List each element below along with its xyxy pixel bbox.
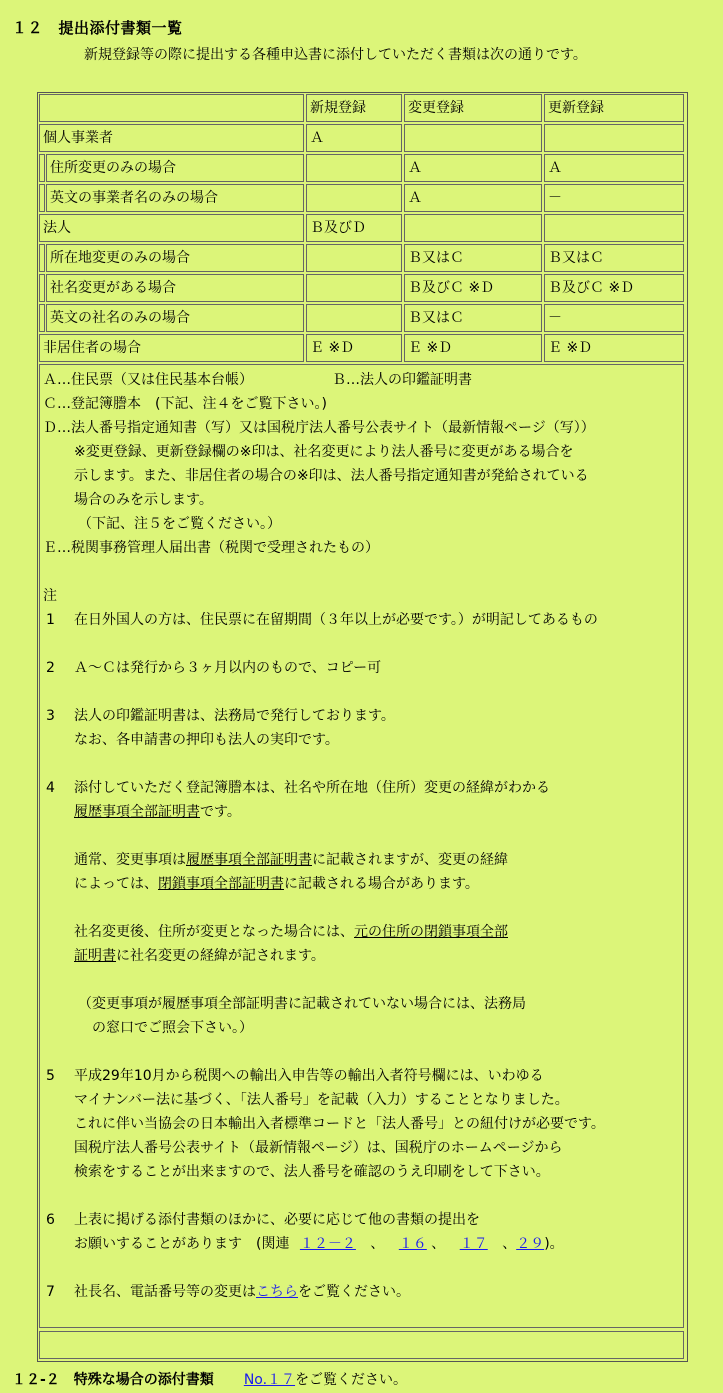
note-6-line-1: 上表に掲げる添付書類のほかに、必要に応じて他の書類の提出を	[74, 1212, 480, 1228]
separator: 、	[431, 1236, 446, 1252]
legend-d-note: 場合のみを示します。	[74, 492, 213, 508]
indent-marker	[39, 244, 45, 272]
legend-d-note: （下記、注５をご覧ください。）	[78, 516, 281, 532]
notes-section	[39, 364, 684, 1328]
text: 通常、変更事項は	[74, 852, 186, 868]
underlined-term: 元の住所の閉鎖事項全部	[354, 924, 508, 940]
section-12-2-heading	[12, 1369, 407, 1389]
note-number: 4	[46, 780, 55, 796]
cell-renew: Ｂ及びＣ ※Ｄ	[544, 274, 684, 302]
note-number: 5	[46, 1068, 55, 1084]
note-4-para-4-line-1: （変更事項が履歴事項全部証明書に記載されていない場合には、法務局	[78, 996, 526, 1012]
text: に記載されますが、変更の経緯	[312, 852, 508, 868]
link-29[interactable]: ２９	[516, 1236, 545, 1252]
text: に社名変更の経緯が記されます。	[116, 948, 325, 964]
underlined-term: 履歴事項全部証明書	[186, 852, 312, 868]
change-info-link[interactable]: こちら	[256, 1284, 298, 1300]
text: です。	[200, 804, 241, 820]
note-3-line-1: 法人の印鑑証明書は、法務局で発行しております。	[74, 708, 395, 724]
text: をご覧ください。	[298, 1284, 410, 1300]
note-number: 3	[46, 708, 55, 724]
text: 社長名、電話番号等の変更は	[74, 1284, 256, 1300]
note-5-line-2: マイナンバー法に基づく、「法人番号」を記載（入力）することとなりました。	[74, 1092, 569, 1108]
cell-renew: －	[544, 184, 684, 212]
cell-change	[404, 124, 542, 152]
cell-change: Ａ	[404, 184, 542, 212]
cell-change: Ｅ ※Ｄ	[404, 334, 542, 362]
indent-marker	[39, 274, 45, 302]
note-4-para-4-line-2: の窓口でご照会下さい。）	[92, 1020, 253, 1036]
row-label: 個人事業者	[39, 124, 304, 152]
note-4-para-3-line-1	[74, 922, 508, 942]
text: )。	[544, 1236, 564, 1252]
row-label: 英文の社名のみの場合	[46, 304, 304, 332]
table-header-change: 変更登録	[404, 94, 542, 122]
underlined-term: 閉鎖事項全部証明書	[158, 876, 284, 892]
cell-change: Ａ	[404, 154, 542, 182]
note-number: 1	[46, 612, 55, 628]
note-4-para-2-line-2	[74, 874, 479, 894]
indent-marker	[39, 304, 45, 332]
note-5-line-3: これに伴い当協会の日本輸出入者標準コードと「法人番号」との紐付けが必要です。	[74, 1116, 605, 1132]
table-footer-row	[39, 1331, 684, 1359]
cell-renew: －	[544, 304, 684, 332]
page-title: １２ 提出添付書類一覧	[12, 19, 183, 37]
cell-renew: Ｂ又はＣ	[544, 244, 684, 272]
note-4-para-2-line-1	[74, 850, 508, 870]
note-1: 在日外国人の方は、住民票に在留期間（３年以上が必要です。）が明記してあるもの	[74, 612, 598, 628]
text: お願いすることがあります (関連	[74, 1236, 290, 1252]
cell-new	[306, 184, 402, 212]
legend-c: Ｃ…登記簿謄本 (下記、注４をご覧下さい。)	[43, 396, 327, 412]
indent-marker	[39, 184, 45, 212]
cell-new: Ｅ ※Ｄ	[306, 334, 402, 362]
note-number: 2	[46, 660, 55, 676]
cell-new	[306, 304, 402, 332]
cell-new: Ｂ及びＤ	[306, 214, 402, 242]
cell-change: Ｂ又はＣ	[404, 244, 542, 272]
link-12-2[interactable]: １２－２	[299, 1236, 356, 1252]
cell-renew	[544, 124, 684, 152]
link-no-17[interactable]: No.１７	[243, 1372, 296, 1388]
cell-renew: Ｅ ※Ｄ	[544, 334, 684, 362]
notes-heading: 注	[43, 588, 57, 604]
cell-new	[306, 154, 402, 182]
legend-a: Ａ…住民票（又は住民基本台帳）	[43, 372, 253, 388]
separator: 、	[502, 1236, 517, 1252]
note-4-line-1: 添付していただく登記簿謄本は、社名や所在地（住所）変更の経緯がわかる	[74, 780, 550, 796]
link-17[interactable]: １７	[459, 1236, 488, 1252]
text: 社名変更後、住所が変更となった場合には、	[74, 924, 354, 940]
note-2: Ａ～Ｃは発行から３ヶ月以内のもので、コピー可	[74, 660, 382, 676]
row-label: 住所変更のみの場合	[46, 154, 304, 182]
cell-new: Ａ	[306, 124, 402, 152]
cell-renew	[544, 214, 684, 242]
text: をご覧ください。	[295, 1372, 408, 1388]
underlined-term: 履歴事項全部証明書	[74, 804, 200, 820]
note-number: 6	[46, 1212, 55, 1228]
row-label: 英文の事業者名のみの場合	[46, 184, 304, 212]
table-header-new: 新規登録	[306, 94, 402, 122]
indent-marker	[39, 154, 45, 182]
separator: 、	[370, 1236, 385, 1252]
cell-change: Ｂ又はＣ	[404, 304, 542, 332]
text: に記載される場合があります。	[284, 876, 479, 892]
table-header-renew: 更新登録	[544, 94, 684, 122]
legend-e: Ｅ…税関事務管理人届出書（税関で受理されたもの）	[43, 540, 379, 556]
legend-d-note: ※変更登録、更新登録欄の※印は、社名変更により法人番号に変更がある場合を	[74, 444, 574, 460]
row-label: 法人	[39, 214, 304, 242]
row-label: 非居住者の場合	[39, 334, 304, 362]
note-6-line-2	[74, 1234, 564, 1254]
row-label: 所在地変更のみの場合	[46, 244, 304, 272]
intro-text: 新規登録等の際に提出する各種申込書に添付していただく書類は次の通りです。	[84, 47, 587, 63]
cell-change: Ｂ及びＣ ※Ｄ	[404, 274, 542, 302]
note-4-para-3-line-2	[74, 946, 325, 966]
section-title: １２-２ 特殊な場合の添付書類	[12, 1372, 214, 1388]
underlined-term: 証明書	[74, 948, 116, 964]
cell-new	[306, 274, 402, 302]
note-5-line-1: 平成29年10月から税関への輸出入申告等の輸出入者符号欄には、いわゆる	[74, 1068, 544, 1084]
cell-renew: Ａ	[544, 154, 684, 182]
note-5-line-5: 検索をすることが出来ますので、法人番号を確認のうえ印刷をして下さい。	[74, 1164, 550, 1180]
note-3-line-2: なお、各申請書の押印も法人の実印です。	[74, 732, 339, 748]
note-4-line-2	[74, 802, 241, 822]
note-5-line-4: 国税庁法人番号公表サイト（最新情報ページ）は、国税庁のホームページから	[74, 1140, 563, 1156]
text: によっては、	[74, 876, 158, 892]
legend-d: Ｄ…法人番号指定通知書（写）又は国税庁法人番号公表サイト（最新情報ページ（写））	[43, 420, 595, 436]
row-label: 社名変更がある場合	[46, 274, 304, 302]
table-header-blank	[39, 94, 304, 122]
note-7	[74, 1282, 410, 1302]
cell-change	[404, 214, 542, 242]
note-number: 7	[46, 1284, 55, 1300]
link-16[interactable]: １６	[398, 1236, 427, 1252]
cell-new	[306, 244, 402, 272]
legend-d-note: 示します。また、非居住者の場合の※印は、法人番号指定通知書が発給されている	[74, 468, 589, 484]
legend-b: Ｂ…法人の印鑑証明書	[332, 372, 472, 388]
